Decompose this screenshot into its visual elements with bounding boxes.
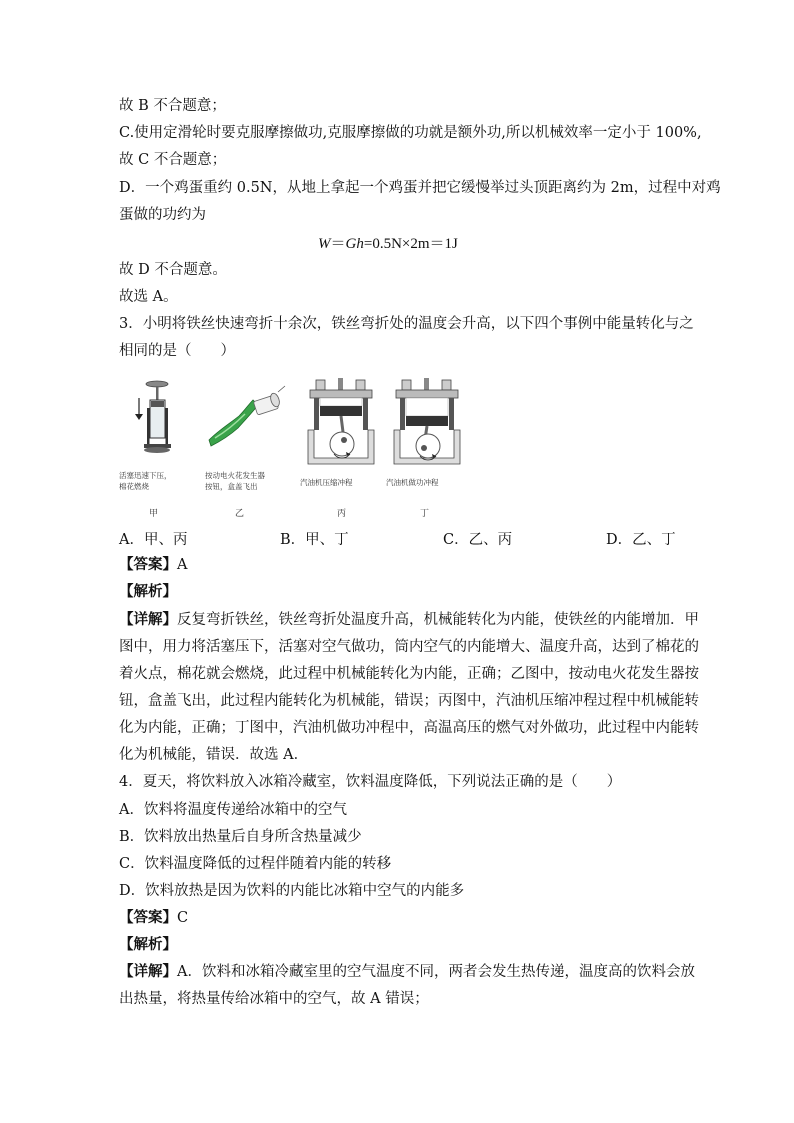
answer-value: C xyxy=(177,910,189,926)
option-b: B．甲、丁 xyxy=(280,532,349,548)
figure-yi xyxy=(205,378,290,518)
detail-line: 图中，用力将活塞压下，活塞对空气做功，筒内空气的内能增大、温度升高，达到了棉花的 xyxy=(119,639,699,655)
figure-jia xyxy=(119,378,204,518)
figure-ding xyxy=(386,378,471,518)
detail-line: 化为机械能，错误．故选 A． xyxy=(119,747,309,763)
answer-value: A xyxy=(177,557,188,573)
analysis-tag: 【解析】 xyxy=(119,583,177,600)
text-line: 故选 A。 xyxy=(119,289,178,305)
figure-label: 丙 xyxy=(337,509,347,519)
detail-line: 【详解】A．饮料和冰箱冷藏室里的空气温度不同，两者会发生热传递，温度高的饮料会放 xyxy=(119,963,695,980)
text-line: C.使用定滑轮时要克服摩擦做功,克服摩擦做的功就是额外功,所以机械效率一定小于 100%, xyxy=(119,125,702,141)
text-line: D．一个鸡蛋重约 0.5N，从地上拿起一个鸡蛋并把它缓慢举过头顶距离约为 2m，过程中对鸡 xyxy=(119,180,721,196)
detail-line: 着火点，棉花就会燃烧，此过程中机械能转化为内能，正确；乙图中，按动电火花发生器按 xyxy=(119,666,699,682)
figure-caption: 按钮，盒盖飞出 xyxy=(205,482,258,491)
detail-tag: 【详解】 xyxy=(119,611,177,628)
option-c: C．乙、丙 xyxy=(443,532,513,548)
figure-caption: 汽油机做功冲程 xyxy=(386,478,439,487)
question-3-stem: 3．小明将铁丝快速弯折十余次，铁丝弯折处的温度会升高，以下四个事例中能量转化与之 xyxy=(119,316,694,332)
figure-caption: 按动电火花发生器 xyxy=(205,471,265,480)
answer-line xyxy=(119,908,188,928)
option-a: A．饮料将温度传递给冰箱中的空气 xyxy=(119,802,347,818)
figure-label: 甲 xyxy=(149,509,159,519)
text-line: 故 D 不合题意。 xyxy=(119,262,227,278)
detail-tag: 【详解】 xyxy=(119,963,177,980)
detail-line: 出热量，将热量传给冰箱中的空气，故 A 错误； xyxy=(119,991,429,1007)
figure-label: 丁 xyxy=(420,509,430,519)
figure-caption: 汽油机压缩冲程 xyxy=(300,478,353,487)
option-c: C．饮料温度降低的过程伴随着内能的转移 xyxy=(119,856,392,872)
compression-stroke-image xyxy=(300,378,385,468)
work-formula: W＝Gh=0.5N×2m＝1J xyxy=(318,236,458,252)
answer-line xyxy=(119,555,187,575)
answer-tag: 【答案】 xyxy=(119,556,177,573)
figure-bing xyxy=(300,378,385,518)
question-3-figures xyxy=(119,378,459,518)
question-4-stem: 4．夏天，将饮料放入冰箱冷藏室，饮料温度降低，下列说法正确的是（ ） xyxy=(119,774,622,790)
figure-label: 乙 xyxy=(235,509,245,519)
text-line: 蛋做的功约为 xyxy=(119,207,206,223)
answer-tag: 【答案】 xyxy=(119,909,177,926)
option-a: A．甲、丙 xyxy=(119,532,188,548)
figure-caption: 棉花燃烧 xyxy=(119,482,149,491)
option-d: D．乙、丁 xyxy=(606,532,676,548)
power-stroke-image xyxy=(386,378,471,468)
text-line: 故 C 不合题意； xyxy=(119,152,227,168)
detail-line: 化为内能，正确；丁图中，汽油机做功冲程中，高温高压的燃气对外做功，此过程中内能转 xyxy=(119,720,699,736)
text-line: 故 B 不合题意； xyxy=(119,98,226,114)
option-d: D．饮料放热是因为饮料的内能比冰箱中空气的内能多 xyxy=(119,883,465,899)
question-3-stem: 相同的是（ ） xyxy=(119,343,235,359)
detail-line: 钮，盒盖飞出，此过程内能转化为机械能，错误；丙图中，汽油机压缩冲程过程中机械能转 xyxy=(119,693,699,709)
figure-caption: 活塞迅速下压， xyxy=(119,471,172,480)
option-b: B．饮料放出热量后自身所含热量减少 xyxy=(119,829,362,845)
detail-line: 【详解】反复弯折铁丝，铁丝弯折处温度升高，机械能转化为内能，使铁丝的内能增加．甲 xyxy=(119,611,699,628)
analysis-tag: 【解析】 xyxy=(119,936,177,953)
